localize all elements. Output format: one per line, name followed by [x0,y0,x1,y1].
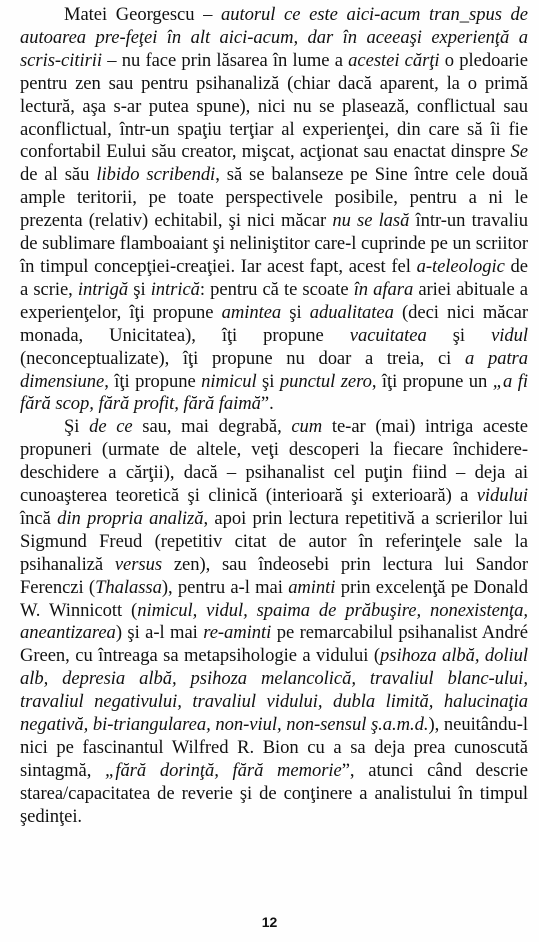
text-run: ) şi a-l mai [115,622,204,644]
italic-text: nimicul [201,370,257,392]
text-run: te-ar (mai) intriga aceste propuneri (urmate de altele, veţi descoperi la fiecare închidere-deschidere a cărţii), dacă – psihanalist cel puţin fiind – deja ai cunoaşterea teoretică şi clinică (interioară şi exterioară) a [20,416,528,507]
text-run: de al său [20,164,97,186]
text-run: încă [20,507,58,529]
italic-text: din propria analiză [57,507,204,529]
italic-text: aminti [288,576,336,598]
italic-text: „a fi fără scop, fără profit, fără faimă [20,370,529,415]
body-text [20,4,528,829]
text-run: , să se balanseze pe Sine între cele două ample teritorii, pe toate perspectivele posibile, pentru a ni le prezenta (relativ) echitabil, şi nici măcar [20,164,529,232]
italic-text: Thalassa [95,576,162,598]
italic-text: intrigă [77,278,129,300]
italic-text: vidul [491,324,528,346]
italic-text: punctul zero [279,370,372,392]
text-run: şi [426,324,492,346]
italic-text: versus [114,553,163,575]
italic-text: libido scribendi [96,164,216,186]
italic-text: a-teleologic [416,255,505,277]
text-run: , îţi propune un [371,370,493,392]
italic-text: nu se lasă [332,210,410,232]
text-run: ”, atunci când descrie starea/capacitatea de reverie şi de conţinere a analistului în timpul şedinţei. [20,759,528,827]
text-run: sau, mai degrabă, [132,416,292,438]
italic-text: adualitatea [309,301,394,323]
text-run: Şi [64,416,90,438]
italic-text: autorul ce este aici-acum tran_spus de autoarea pre-feţei în alt aici-acum, dar în aceeaşi experienţă a scris-citirii [20,4,528,71]
paragraph [20,4,528,416]
text-run: de a scrie, [20,255,528,300]
text-run: (neconceptualizate), îţi propune nu doar a treia, ci [20,347,465,369]
italic-text: vidului [476,485,528,507]
text-run: , apoi prin lectura repetitivă a scrierilor lui Sigmund Freud (repetitiv citat de autor în referinţele sale la psihanaliză [20,507,528,575]
text-run: – nu face prin lăsarea în lume a [102,49,349,71]
text-run: prin excelenţă pe Donald W. Winnicott ( [20,576,528,621]
page-number: 12 [261,914,278,930]
italic-text: acestei cărţi [348,49,440,71]
text-run: ), pentru a-l mai [161,576,289,598]
italic-text: nimicul, vidul, spaima de prăbuşire, nonexistenţa, aneantizarea [20,599,528,644]
text-run: : pentru că te scoate [199,278,354,300]
text-run: pe remarcabilul psihanalist André Green, cu întreaga sa metapsihologie a vidului ( [20,622,528,667]
text-run: şi [256,370,280,392]
text-run: , îţi propune [104,370,202,392]
italic-text: cum [291,416,323,438]
italic-text: vacuitatea [349,324,427,346]
italic-text: re-aminti [203,622,272,644]
text-run: ariei abituale a experienţelor, îţi propune [20,278,528,323]
text-run: ”. [260,393,274,415]
text-run: zen), sau îndeosebi prin lectura lui Sandor Ferenczi ( [20,553,528,598]
text-run: Matei Georgescu – [64,4,222,25]
italic-text: de ce [89,416,133,438]
text-run: (deci nici măcar monada, Unicitatea), îţi propune [20,301,529,346]
italic-text: psihoza albă, doliul alb, depresia albă, psihoza melancolică, travaliul blanc-ului, travaliul negativului, travaliul vidului, dubla limită, halucinaţia negativă, bi-triangularea, non-viul, non-sensul ş.a.m.d. [20,645,528,736]
paragraph [20,416,528,828]
italic-text: a patra dimensiune [20,347,528,392]
text-run: într-un travaliu de sublimare flamboaiant şi neliniştitor care-l cuprinde pe un scriitor în timpul concepţiei-creaţiei. Iar acest fapt, acest fel [20,210,528,277]
text-run: şi [281,301,310,323]
italic-text: intrică [150,278,200,300]
text-run: ), neuitându-l nici pe fascinantul Wilfred R. Bion cu a sa deja prea cunoscută sintagmă, [20,714,529,781]
text-run: şi [128,278,151,300]
italic-text: „fără dorinţă, fără memorie [105,759,342,781]
text-run: o pledoarie pentru zen sau pentru psihanaliză (chiar dacă aparent, la o primă lectură, aşa s-ar putea spune), nici nu se plasează, conflictual sau aconflictual, într-un spaţiu terţiar al experienţei, din care să îi fie confortabil Eului său creator, mişcat, acţionat sau enactat dinspre [20,49,529,163]
italic-text: în afara [353,278,414,300]
italic-text: Se [510,141,528,163]
italic-text: amintea [221,301,282,323]
